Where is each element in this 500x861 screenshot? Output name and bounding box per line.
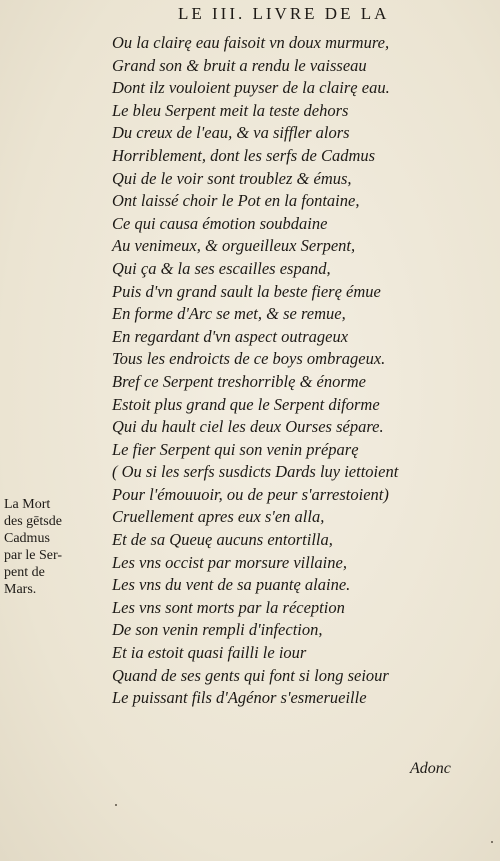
- margin-note-line: pent de: [4, 565, 45, 580]
- verse-line: Dont ilz vouloient puyser de la clairę eau.: [112, 78, 390, 98]
- margin-note-line: Mars.: [4, 582, 37, 597]
- verse-line: Estoit plus grand que le Serpent diforme: [112, 394, 380, 414]
- margin-note-line: La Mort: [4, 497, 51, 512]
- verse-line: Puis d'vn grand sault la beste fierę émue: [112, 281, 381, 301]
- verse-line: Quand de ses gents qui font si long seiour: [112, 665, 389, 685]
- verse-line: Et de sa Queuę aucuns entortilla,: [112, 530, 333, 550]
- verse-line: ( Ou si les serfs susdicts Dards luy iettoient: [112, 462, 399, 482]
- verse-line: Les vns occist par morsure villaine,: [112, 552, 347, 572]
- verse-line: Du creux de l'eau, & va siffler alors: [112, 123, 350, 143]
- verse-line: Qui de le voir sont troublez & émus,: [112, 168, 352, 188]
- running-head: LE III. LIVRE DE LA: [178, 4, 390, 23]
- margin-note-line: des gētsde: [4, 514, 62, 529]
- verse-line: Cruellement apres eux s'en alla,: [112, 507, 325, 527]
- verse-line: Pour l'émouuoir, ou de peur s'arrestoient): [112, 484, 389, 504]
- verse-line: Au venimeux, & orgueilleux Serpent,: [112, 236, 356, 256]
- verse-line: Ou la clairę eau faisoit vn doux murmure,: [112, 33, 390, 52]
- verse-line: Grand son & bruit a rendu le vaisseau: [112, 55, 367, 75]
- verse-line: Bref ce Serpent treshorriblę & énorme: [112, 371, 367, 391]
- margin-note-line: Cadmus: [4, 531, 50, 546]
- verse-line: Qui du hault ciel les deux Ourses sépare.: [112, 417, 384, 437]
- verse-line: Ce qui causa émotion soubdaine: [112, 213, 328, 233]
- verse-line: Et ia estoit quasi failli le iour: [112, 643, 307, 663]
- margin-note-line: par le Ser-: [4, 548, 63, 563]
- verse-line: Le fier Serpent qui son venin préparę: [112, 439, 359, 459]
- verse-line: Tous les endroicts de ce boys ombrageux.: [112, 349, 386, 369]
- verse-line: Le puissant fils d'Agénor s'esmerueille: [112, 688, 367, 708]
- verse-line: Les vns sont morts par la réception: [112, 597, 345, 617]
- verse-line: Le bleu Serpent meit la teste dehors: [112, 100, 349, 120]
- verse-line: En regardant d'vn aspect outrageux: [112, 326, 349, 346]
- margin-note: [4, 496, 110, 598]
- verse-line: Qui ça & la ses escailles espand,: [112, 258, 331, 278]
- catchword: Adonc: [410, 760, 451, 777]
- verse-line: Horriblement, dont les serfs de Cadmus: [112, 145, 376, 165]
- verse-line: Les vns du vent de sa puantę alaine.: [112, 575, 351, 595]
- verse-line: En forme d'Arc se met, & se remue,: [112, 304, 346, 324]
- verse-line: Ont laissé choir le Pot en la fontaine,: [112, 191, 360, 211]
- verse-block: [112, 32, 442, 710]
- paper-speck: [491, 841, 493, 843]
- paper-speck: [115, 804, 117, 806]
- verse-line: De son venin rempli d'infection,: [112, 620, 323, 640]
